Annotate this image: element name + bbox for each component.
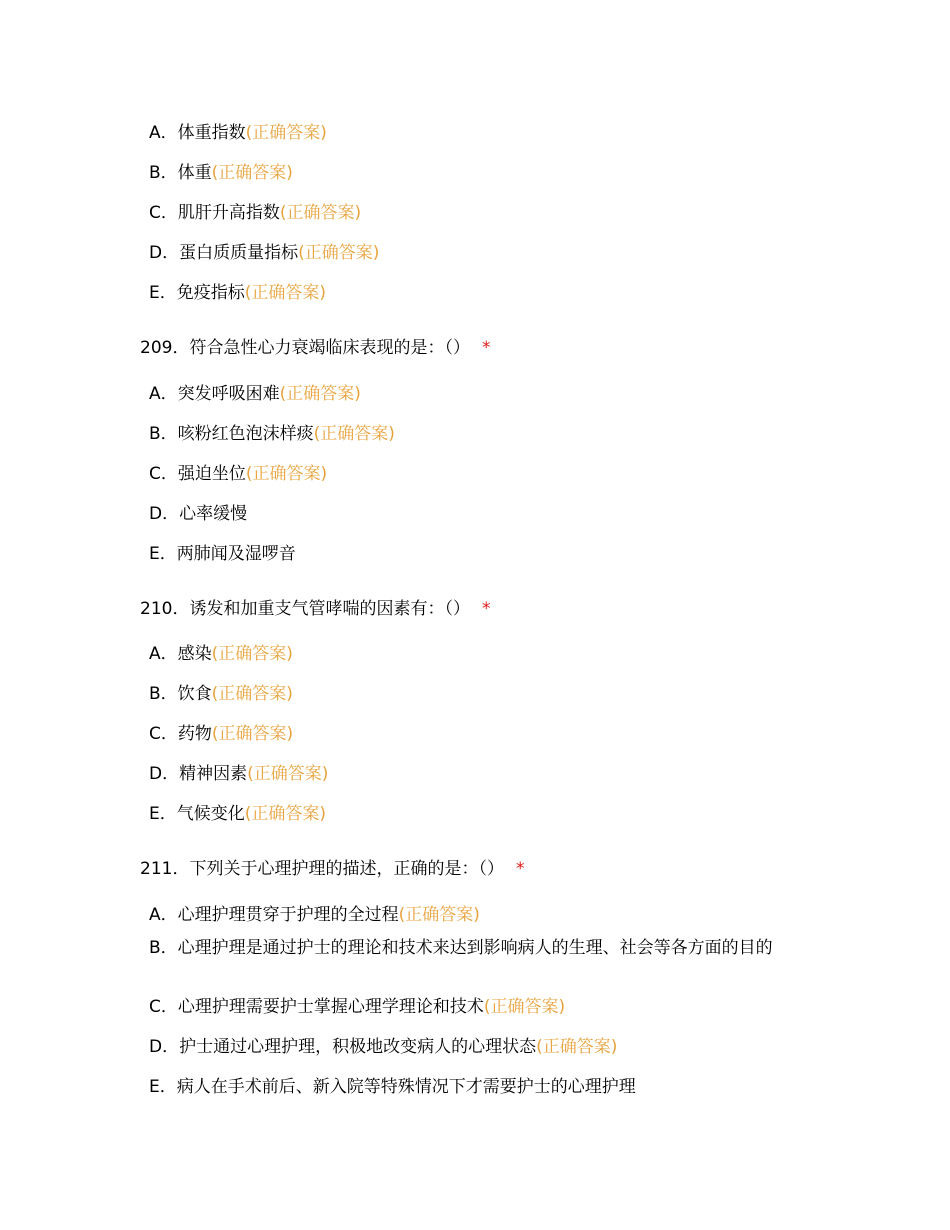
question-text: 209．符合急性心力衰竭临床表现的是：（） — [140, 338, 470, 358]
question-text: 211．下列关于心理护理的描述，正确的是：（） — [140, 859, 504, 879]
option-211-e — [149, 1074, 636, 1100]
option-211-b — [149, 935, 809, 961]
option-label: D．精神因素 — [149, 764, 248, 784]
option-label: E．病人在手术前后、新入院等特殊情况下才需要护士的心理护理 — [149, 1077, 636, 1097]
option-211-a — [149, 902, 480, 928]
option-label: C．强迫坐位 — [149, 464, 246, 484]
correct-answer-tag: (正确答案) — [398, 905, 480, 925]
option-210-a — [149, 641, 293, 667]
option-label: A．感染 — [149, 644, 212, 664]
option-209-a — [149, 381, 361, 407]
option-label: A．心理护理贯穿于护理的全过程 — [149, 905, 399, 925]
correct-answer-tag: (正确答案) — [245, 123, 327, 143]
question-title — [140, 856, 524, 882]
option-label: A．突发呼吸困难 — [149, 384, 280, 404]
question-text: 210．诱发和加重支气管哮喘的因素有：（） — [140, 599, 470, 619]
correct-answer-tag: (正确答案) — [279, 203, 362, 223]
correct-answer-tag: (正确答案) — [536, 1037, 618, 1057]
option-label: E．气候变化 — [149, 804, 245, 824]
correct-answer-tag: (正确答案) — [211, 644, 293, 664]
option-label: B．饮食 — [149, 684, 212, 704]
correct-answer-tag: (正确答案) — [245, 464, 328, 484]
option-label: C．肌肝升高指数 — [149, 203, 280, 223]
correct-answer-tag: (正确答案) — [244, 283, 327, 303]
option-208-c — [149, 200, 361, 226]
correct-answer-tag: (正确答案) — [211, 163, 293, 183]
option-label: E．免疫指标 — [149, 283, 245, 303]
required-mark: * — [481, 338, 491, 358]
correct-answer-tag: (正确答案) — [483, 997, 566, 1017]
option-209-d — [149, 501, 247, 527]
question-title — [140, 596, 490, 622]
option-209-c — [149, 461, 327, 487]
correct-answer-tag: (正确答案) — [244, 804, 327, 824]
required-mark: * — [481, 599, 491, 619]
option-label: E．两肺闻及湿啰音 — [149, 544, 296, 564]
option-211-d — [149, 1034, 617, 1060]
correct-answer-tag: (正确答案) — [247, 764, 329, 784]
option-label: D．心率缓慢 — [149, 504, 248, 524]
option-210-e — [149, 801, 326, 827]
question-title — [140, 335, 490, 361]
correct-answer-tag: (正确答案) — [211, 724, 294, 744]
option-208-e — [149, 280, 326, 306]
option-label: B．体重 — [149, 163, 212, 183]
option-211-c — [149, 994, 565, 1020]
correct-answer-tag: (正确答案) — [313, 424, 395, 444]
option-209-e — [149, 541, 296, 567]
option-210-c — [149, 721, 293, 747]
option-label: D．护士通过心理护理，积极地改变病人的心理状态 — [149, 1037, 537, 1057]
option-label: C．药物 — [149, 724, 212, 744]
option-label: B．咳粉红色泡沫样痰 — [149, 424, 314, 444]
option-210-d — [149, 761, 328, 787]
correct-answer-tag: (正确答案) — [211, 684, 293, 704]
option-label: B．心理护理是通过护士的理论和技术来达到影响病人的生理、社会等各方面的目的 — [149, 938, 773, 958]
option-210-b — [149, 681, 293, 707]
required-mark: * — [515, 859, 525, 879]
correct-answer-tag: (正确答案) — [298, 243, 380, 263]
option-208-d — [149, 240, 379, 266]
option-label: A．体重指数 — [149, 123, 246, 143]
option-208-a — [149, 120, 327, 146]
option-label: C．心理护理需要护士掌握心理学理论和技术 — [149, 997, 484, 1017]
option-209-b — [149, 421, 395, 447]
option-label: D．蛋白质质量指标 — [149, 243, 299, 263]
option-208-b — [149, 160, 293, 186]
correct-answer-tag: (正确答案) — [279, 384, 361, 404]
